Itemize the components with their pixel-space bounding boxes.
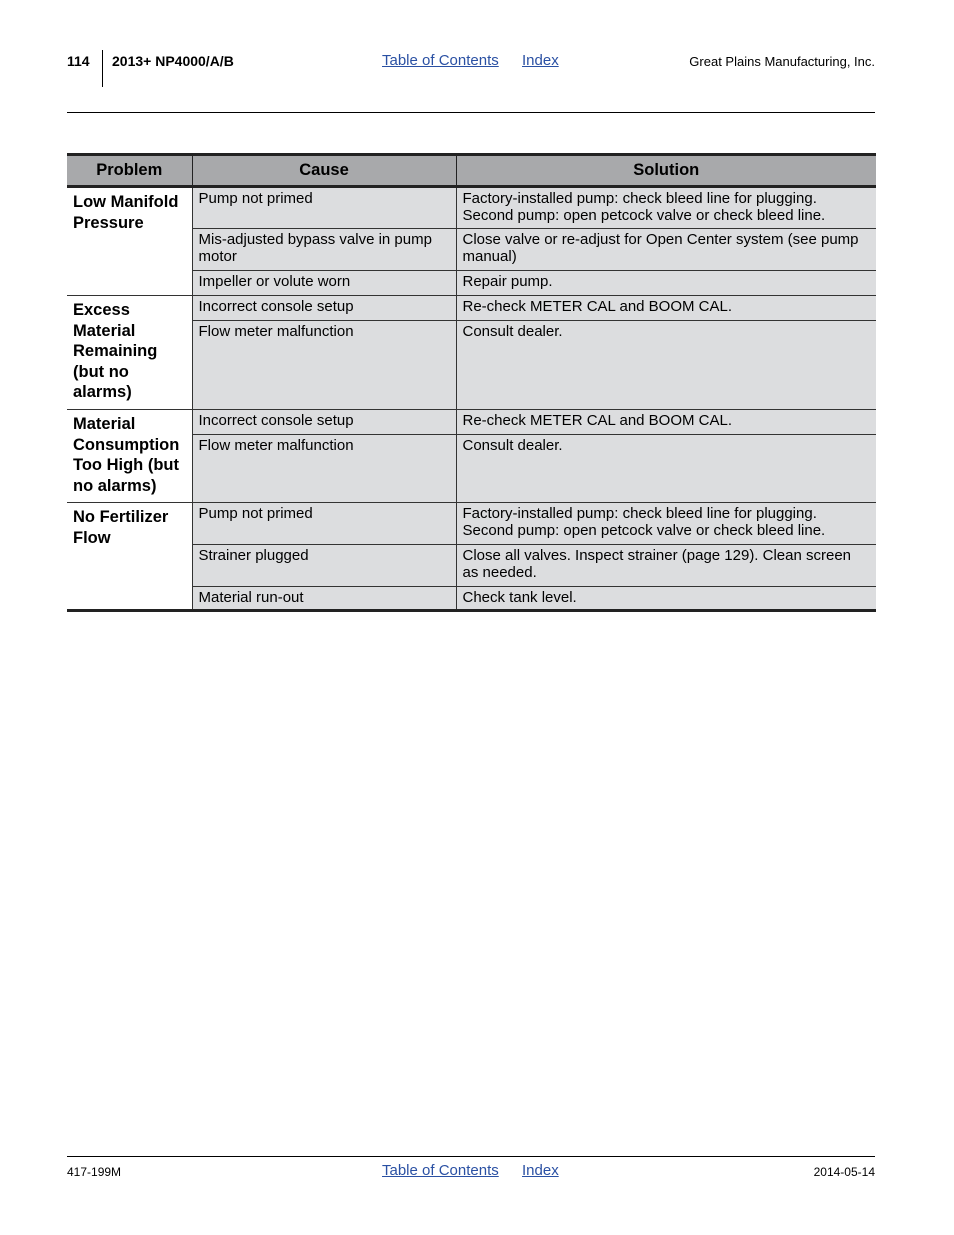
problem-cell: Low Manifold Pressure [67,187,192,296]
header-toc-link[interactable]: Table of Contents [382,52,499,69]
cause-cell: Pump not primed [192,503,456,545]
header-divider [102,50,103,87]
table-row [67,296,876,321]
table-row [67,410,876,435]
problem-cell: No Fertilizer Flow [67,503,192,611]
model-name: 2013+ NP4000/A/B [112,53,234,69]
footer-toc-link[interactable]: Table of Contents [382,1162,499,1179]
publication-date: 2014-05-14 [813,1165,875,1179]
solution-cell: Check tank level. [456,587,876,611]
solution-cell: Repair pump. [456,271,876,296]
solution-cell: Consult dealer. [456,321,876,410]
cause-cell: Strainer plugged [192,545,456,587]
solution-cell: Close all valves. Inspect strainer (page 129). Clean screen as needed. [456,545,876,587]
solution-cell: Close valve or re-adjust for Open Center system (see pump manual) [456,229,876,271]
footer-index-link[interactable]: Index [522,1162,559,1179]
page-number: 114 [67,53,90,69]
table-row [67,503,876,545]
solution-cell: Consult dealer. [456,435,876,503]
column-header-problem: Problem [67,155,192,187]
column-header-solution: Solution [456,155,876,187]
problem-cell: Excess Material Remaining (but no alarms) [67,296,192,410]
cause-cell: Incorrect console setup [192,296,456,321]
cause-cell: Material run-out [192,587,456,611]
solution-cell: Factory-installed pump: check bleed line for plugging. Second pump: open petcock valve or check bleed line. [456,503,876,545]
header-rule [67,112,875,113]
cause-cell: Impeller or volute worn [192,271,456,296]
table-header-row [67,155,876,187]
cause-cell: Mis-adjusted bypass valve in pump motor [192,229,456,271]
footer-rule [67,1156,875,1157]
problem-cell: Material Consumption Too High (but no alarms) [67,410,192,503]
cause-cell: Flow meter malfunction [192,435,456,503]
troubleshooting-table [67,153,876,612]
solution-cell: Re-check METER CAL and BOOM CAL. [456,410,876,435]
document-code: 417-199M [67,1165,122,1179]
solution-cell: Re-check METER CAL and BOOM CAL. [456,296,876,321]
cause-cell: Flow meter malfunction [192,321,456,410]
column-header-cause: Cause [192,155,456,187]
cause-cell: Pump not primed [192,187,456,229]
table-row [67,187,876,229]
cause-cell: Incorrect console setup [192,410,456,435]
header-index-link[interactable]: Index [522,52,559,69]
solution-cell: Factory-installed pump: check bleed line for plugging. Second pump: open petcock valve or check bleed line. [456,187,876,229]
company-name: Great Plains Manufacturing, Inc. [689,54,875,69]
